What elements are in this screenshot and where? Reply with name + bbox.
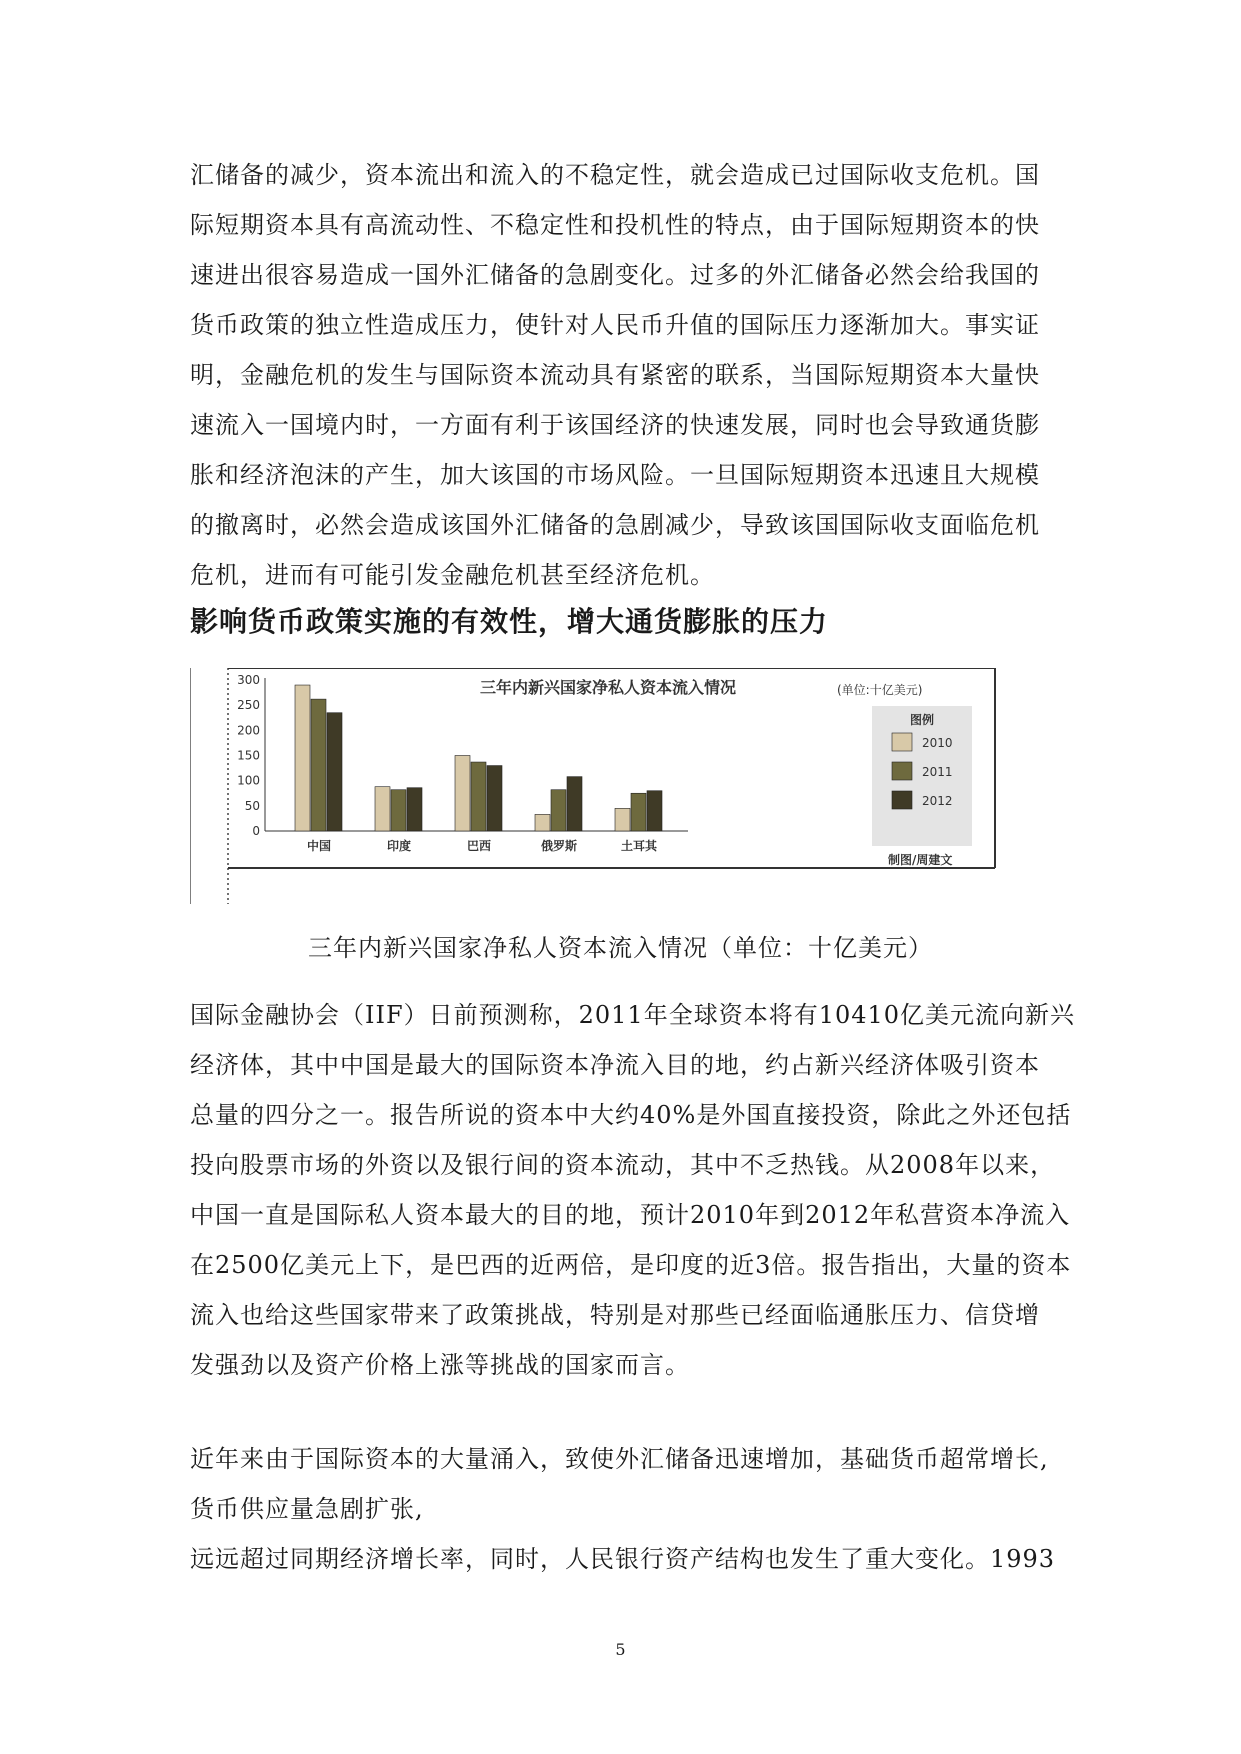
- text-line: 近年来由于国际资本的大量涌入，致使外汇储备迅速增加，基础货币超常增长,: [190, 1445, 1049, 1473]
- figure-caption: 三年内新兴国家净私人资本流入情况（单位：十亿美元）: [308, 934, 933, 962]
- y-tick-label: 150: [237, 748, 260, 763]
- y-tick-label: 300: [237, 673, 260, 687]
- legend-swatch-2011: [892, 762, 912, 780]
- bar-土耳其-2010: [615, 808, 630, 831]
- text-line: 速流入一国境内时，一方面有利于该国经济的快速发展，同时也会导致通货膨: [190, 411, 1040, 439]
- text-line: 中国一直是国际私人资本最大的目的地，预计2010年到2012年私营资本净流入: [190, 1201, 1071, 1229]
- text-line: 货币供应量急剧扩张,: [190, 1495, 424, 1523]
- bar-印度-2010: [375, 787, 390, 831]
- text-line: 危机，进而有可能引发金融危机甚至经济危机。: [190, 561, 715, 589]
- paragraph-3: [190, 1434, 1056, 1584]
- x-tick-label: 俄罗斯: [540, 839, 578, 853]
- y-tick-label: 50: [244, 798, 260, 813]
- y-tick-label: 100: [237, 773, 260, 788]
- text-line: 明，金融危机的发生与国际资本流动具有紧密的联系，当国际短期资本大量快: [190, 361, 1040, 389]
- text-line: 流入也给这些国家带来了政策挑战，特别是对那些已经面临通胀压力、信贷增: [190, 1301, 1040, 1329]
- x-tick-label: 印度: [386, 839, 412, 853]
- legend-swatch-2010: [892, 733, 912, 751]
- bar-巴西-2012: [487, 766, 502, 831]
- text-line: 发强劲以及资产价格上涨等挑战的国家而言。: [190, 1351, 690, 1379]
- legend-label: 2012: [922, 794, 953, 808]
- legend-title: 图例: [910, 713, 935, 727]
- text-line: 国际金融协会（IIF）日前预测称，2011年全球资本将有10410亿美元流向新兴: [190, 1001, 1076, 1029]
- y-tick-label: 0: [252, 824, 260, 838]
- text-line: 投向股票市场的外资以及银行间的资本流动，其中不乏热钱。从2008年以来，: [190, 1151, 1056, 1179]
- bar-土耳其-2011: [631, 793, 646, 831]
- chart-credit: 制图/周建文: [888, 853, 953, 867]
- bar-印度-2012: [407, 788, 422, 831]
- bar-土耳其-2012: [647, 791, 662, 831]
- x-tick-label: 巴西: [466, 839, 492, 853]
- legend-items: [892, 733, 953, 809]
- bar-中国-2010: [295, 685, 310, 831]
- text-line: 货币政策的独立性造成压力，使针对人民币升值的国际压力逐渐加大。事实证: [190, 311, 1040, 339]
- bars: [295, 685, 662, 831]
- chart-title: 三年内新兴国家净私人资本流入情况: [480, 678, 737, 697]
- paragraph-2: [190, 990, 1076, 1390]
- text-line: 总量的四分之一。报告所说的资本中大约40%是外国直接投资，除此之外还包括: [190, 1101, 1072, 1129]
- paragraph-1: [190, 150, 1050, 600]
- bar-俄罗斯-2012: [567, 777, 582, 831]
- bar-巴西-2011: [471, 762, 486, 831]
- y-tick-label: 200: [237, 723, 260, 738]
- text-line: 远远超过同期经济增长率，同时，人民银行资产结构也发生了重大变化。1993: [190, 1545, 1056, 1573]
- text-line: 经济体，其中中国是最大的国际资本净流入目的地，约占新兴经济体吸引资本: [190, 1051, 1040, 1079]
- text-line: 在2500亿美元上下，是巴西的近两倍，是印度的近3倍。报告指出，大量的资本: [190, 1251, 1072, 1279]
- bar-中国-2012: [327, 713, 342, 831]
- text-line: 汇储备的减少，资本流出和流入的不稳定性，就会造成已过国际收支危机。国: [190, 161, 1040, 189]
- bar-俄罗斯-2011: [551, 790, 566, 831]
- bar-chart: [190, 668, 1010, 908]
- legend-label: 2011: [922, 765, 953, 779]
- legend-label: 2010: [922, 736, 953, 750]
- x-axis-labels: [307, 838, 658, 853]
- bar-印度-2011: [391, 790, 406, 831]
- bar-巴西-2010: [455, 756, 470, 832]
- section-heading: 影响货币政策实施的有效性，增大通货膨胀的压力: [190, 605, 829, 638]
- legend-swatch-2012: [892, 791, 912, 809]
- page-number: 5: [615, 1640, 626, 1659]
- text-line: 的撤离时，必然会造成该国外汇储备的急剧减少，导致该国国际收支面临危机: [190, 511, 1040, 539]
- text-line: 速进出很容易造成一国外汇储备的急剧变化。过多的外汇储备必然会给我国的: [190, 261, 1040, 289]
- chart-figure: [190, 668, 1010, 908]
- text-line: 胀和经济泡沫的产生，加大该国的市场风险。一旦国际短期资本迅速且大规模: [190, 461, 1040, 489]
- text-line: 际短期资本具有高流动性、不稳定性和投机性的特点，由于国际短期资本的快: [190, 211, 1040, 239]
- x-tick-label: 土耳其: [620, 839, 658, 853]
- x-tick-label: 中国: [306, 839, 332, 853]
- bar-俄罗斯-2010: [535, 814, 550, 831]
- y-tick-label: 250: [237, 698, 260, 713]
- chart-unit-note: (单位:十亿美元): [837, 683, 923, 697]
- bar-中国-2011: [311, 699, 326, 831]
